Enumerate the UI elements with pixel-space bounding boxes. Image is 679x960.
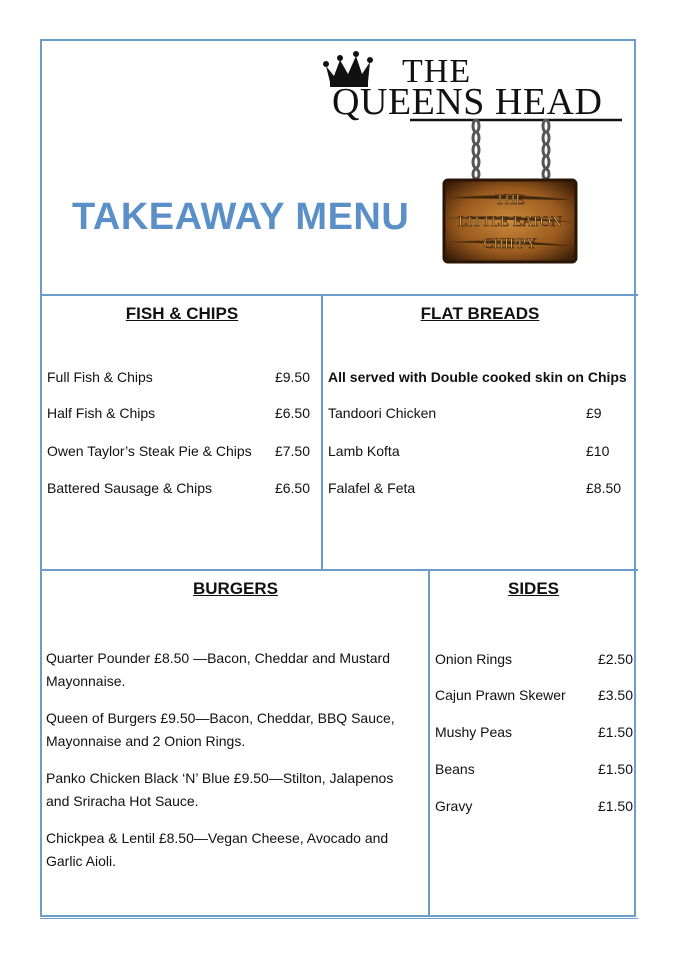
divider-header xyxy=(40,294,638,296)
menu-item-name: Lamb Kofta xyxy=(328,443,400,459)
menu-item-name: Gravy xyxy=(435,798,473,814)
section-title-sides: SIDES xyxy=(507,579,560,598)
divider-lower-column xyxy=(428,569,430,917)
queens-head-logo xyxy=(322,46,634,128)
section-title-flat-breads: FLAT BREADS xyxy=(420,304,540,323)
menu-item-name: Falafel & Feta xyxy=(328,480,416,496)
menu-item-name: Mushy Peas xyxy=(435,724,513,740)
menu-item-name: Half Fish & Chips xyxy=(47,405,156,421)
sign-line1: THE xyxy=(495,192,525,208)
sign-line2: LITTLE EATON xyxy=(458,214,562,230)
menu-item-name: Full Fish & Chips xyxy=(47,369,153,385)
menu-item-price: £6.50 xyxy=(274,480,310,496)
menu-item-name: Onion Rings xyxy=(435,651,513,667)
sign-line3: CHIPPY xyxy=(483,236,537,252)
menu-item-price: £8.50 xyxy=(586,480,622,496)
burger-item: Quarter Pounder £8.50 —Bacon, Cheddar and Mustard Mayonnaise. xyxy=(46,650,390,689)
menu-item-name: Owen Taylor’s Steak Pie & Chips xyxy=(47,443,252,459)
flat-breads-note: All served with Double cooked skin on Chips xyxy=(328,369,627,385)
burger-item: Queen of Burgers £9.50—Bacon, Cheddar, BBQ Sauce, Mayonnaise and 2 Onion Rings. xyxy=(46,710,395,749)
menu-item-price: £2.50 xyxy=(597,651,633,667)
divider-upper-column xyxy=(321,294,323,570)
frame-bottom-line xyxy=(40,918,638,919)
menu-item-name: Cajun Prawn Skewer xyxy=(435,687,566,703)
menu-item-price: £9 xyxy=(586,405,602,421)
section-title-fish-chips: FISH & CHIPS xyxy=(125,304,239,323)
menu-item-name: Beans xyxy=(435,761,475,777)
menu-item-price: £1.50 xyxy=(597,724,633,740)
menu-item-price: £6.50 xyxy=(274,405,310,421)
menu-item-price: £7.50 xyxy=(274,443,310,459)
menu-item-price: £1.50 xyxy=(597,798,633,814)
chain-icon xyxy=(473,120,549,179)
menu-item-name: Battered Sausage & Chips xyxy=(47,480,212,496)
logo-line1: THE xyxy=(402,53,472,90)
menu-item-price: £1.50 xyxy=(597,761,633,777)
menu-item-price: £10 xyxy=(586,443,610,459)
menu-item-price: £9.50 xyxy=(274,369,310,385)
menu-item-name: Tandoori Chicken xyxy=(328,405,437,421)
logo-line2: QUEENS HEAD xyxy=(332,81,603,123)
section-title-burgers: BURGERS xyxy=(192,579,278,598)
divider-middle xyxy=(40,569,638,571)
menu-item-price: £3.50 xyxy=(597,687,633,703)
burger-item: Chickpea & Lentil £8.50—Vegan Cheese, Avocado and Garlic Aioli. xyxy=(46,830,389,869)
little-eaton-chippy-sign xyxy=(440,118,580,268)
page-title: TAKEAWAY MENU xyxy=(72,196,410,238)
burger-item: Panko Chicken Black ‘N’ Blue £9.50—Stilton, Jalapenos and Sriracha Hot Sauce. xyxy=(46,770,394,809)
